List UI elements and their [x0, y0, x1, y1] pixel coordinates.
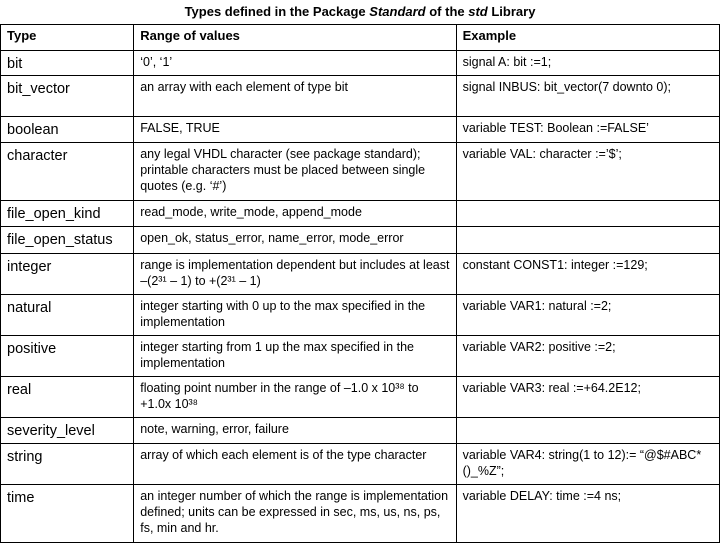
table-row	[1, 485, 720, 543]
table-row	[1, 418, 720, 444]
example-cell: variable VAR3: real :=+64.2E12;	[456, 377, 719, 418]
example-cell: signal A: bit :=1;	[456, 51, 719, 76]
type-cell: time	[1, 485, 134, 543]
title-library-name: std	[468, 4, 488, 19]
example-cell: constant CONST1: integer :=129;	[456, 254, 719, 295]
range-cell: note, warning, error, failure	[134, 418, 456, 444]
example-cell: variable TEST: Boolean :=FALSE’	[456, 117, 719, 143]
type-cell: severity_level	[1, 418, 134, 444]
table-row	[1, 444, 720, 485]
type-cell: real	[1, 377, 134, 418]
title-text: of the	[425, 4, 469, 19]
header-example: Example	[456, 25, 719, 51]
example-cell	[456, 201, 719, 227]
type-cell: string	[1, 444, 134, 485]
type-cell: integer	[1, 254, 134, 295]
type-cell: bit_vector	[1, 76, 134, 117]
type-cell: positive	[1, 336, 134, 377]
table-row	[1, 201, 720, 227]
table-row	[1, 336, 720, 377]
table-row	[1, 76, 720, 117]
range-cell: floating point number in the range of –1.0 x 10³⁸ to +1.0x 10³⁸	[134, 377, 456, 418]
header-row	[1, 25, 720, 51]
range-cell: an array with each element of type bit	[134, 76, 456, 117]
range-cell: FALSE, TRUE	[134, 117, 456, 143]
table-row	[1, 254, 720, 295]
title-text: Types defined in the Package	[184, 4, 370, 19]
range-cell: integer starting from 1 up the max specified in the implementation	[134, 336, 456, 377]
range-cell: integer starting with 0 up to the max specified in the implementation	[134, 295, 456, 336]
type-cell: file_open_kind	[1, 201, 134, 227]
range-cell: range is implementation dependent but includes at least –(2³¹ – 1) to +(2³¹ – 1)	[134, 254, 456, 295]
example-cell: signal INBUS: bit_vector(7 downto 0);	[456, 76, 719, 117]
example-cell: variable VAR2: positive :=2;	[456, 336, 719, 377]
example-cell: variable DELAY: time :=4 ns;	[456, 485, 719, 543]
range-cell: any legal VHDL character (see package standard); printable characters must be placed between single quotes (e.g. ‘#’)	[134, 143, 456, 201]
table-row	[1, 51, 720, 76]
range-cell: open_ok, status_error, name_error, mode_error	[134, 227, 456, 254]
header-type: Type	[1, 25, 134, 51]
title-package-name: Standard	[369, 4, 426, 19]
example-cell: variable VAL: character :=’$’;	[456, 143, 719, 201]
table-row	[1, 227, 720, 254]
example-cell	[456, 418, 719, 444]
type-cell: file_open_status	[1, 227, 134, 254]
table-body	[1, 51, 720, 543]
range-cell: ‘0’, ‘1’	[134, 51, 456, 76]
example-cell	[456, 227, 719, 254]
type-cell: natural	[1, 295, 134, 336]
example-cell: variable VAR1: natural :=2;	[456, 295, 719, 336]
table-row	[1, 377, 720, 418]
range-cell: an integer number of which the range is implementation defined; units can be expressed in sec, ms, us, ns, ps, fs, min and hr.	[134, 485, 456, 543]
range-cell: read_mode, write_mode, append_mode	[134, 201, 456, 227]
type-cell: character	[1, 143, 134, 201]
example-cell: variable VAR4: string(1 to 12):= “@$#ABC*()_%Z”;	[456, 444, 719, 485]
header-range: Range of values	[134, 25, 456, 51]
type-cell: boolean	[1, 117, 134, 143]
table-row	[1, 143, 720, 201]
title-text: Library	[487, 4, 536, 19]
range-cell: array of which each element is of the type character	[134, 444, 456, 485]
types-table	[0, 24, 720, 543]
table-row	[1, 295, 720, 336]
table-row	[1, 117, 720, 143]
type-cell: bit	[1, 51, 134, 76]
page-title	[0, 0, 720, 24]
